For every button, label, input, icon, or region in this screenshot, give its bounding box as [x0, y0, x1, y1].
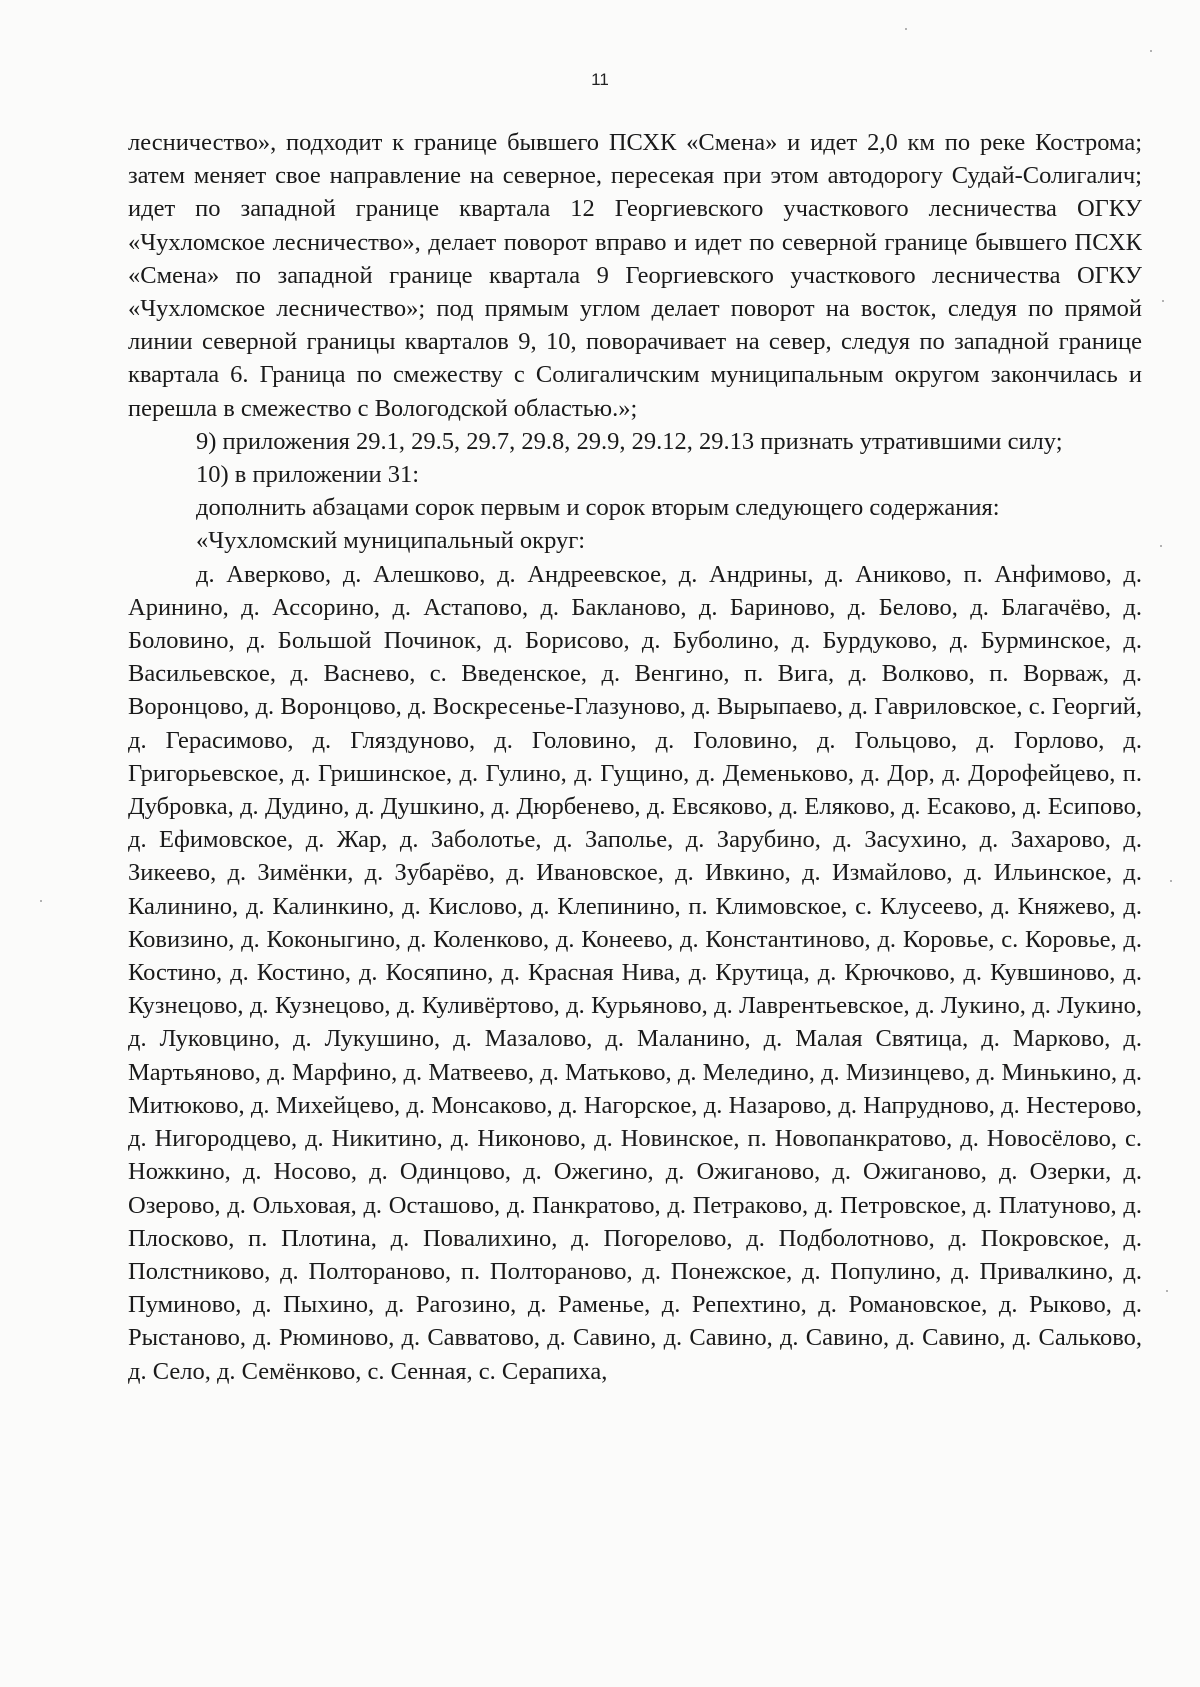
scan-speck — [1162, 300, 1164, 302]
item-9-paragraph: 9) приложения 29.1, 29.5, 29.7, 29.8, 29.9, 29.12, 29.13 признать утратившими силу; — [196, 427, 1063, 455]
district-heading-paragraph: «Чухломский муниципальный округ: — [196, 527, 586, 555]
page-number: 11 — [591, 70, 609, 89]
amendment-intro-paragraph: дополнить абзацами сорок первым и сорок вторым следующего содержания: — [196, 494, 1000, 522]
item-10-paragraph: 10) в приложении 31: — [196, 461, 420, 489]
document-body — [128, 126, 1142, 1388]
scan-speck — [1166, 1290, 1168, 1292]
scan-speck — [40, 900, 42, 902]
settlements-list-paragraph: д. Аверково, д. Алешково, д. Андреевское, д. Андрины, д. Аниково, п. Анфимово, д. Аринино, д. Ассорино, д. Астапово, д. Бакланово, д. Бариново, д. Белово, д. Благачёво, д. Боловино, д. Большой Починок, д. Борисово, д. Буболино, д. Бурдуково, д. Бурминское, д. Васильевское, д. Васнево, с. Введенское, д. Венгино, п. Вига, д. Волково, п. Ворваж, д. Воронцово, д. Воронцово, д. Воскресенье-Глазуново, д. Вырыпаево, д. Гавриловское, с. Георгий, д. Герасимово, д. Гляздуново, д. Головино, д. Головино, д. Гольцово, д. Горлово, д. Григорьевское, д. Гришинское, д. Гулино, д. Гущино, д. Деменьково, д. Дор, д. Дорофейцево, п. Дубровка, д. Дудино, д. Душкино, д. Дюрбенево, д. Евсяково, д. Еляково, д. Есаково, д. Есипово, д. Ефимовское, д. Жар, д. Заболотье, д. Заполье, д. Зарубино, д. Засухино, д. Захарово, д. Зикеево, д. Зимёнки, д. Зубарёво, д. Ивановское, д. Ивкино, д. Измайлово, д. Ильинское, д. Калинино, д. Калинкино, д. Кислово, д. Клепинино, п. Климовское, с. Клусеево, д. Княжево, д. Ковизино, д. Коконыгино, д. Коленково, д. Конеево, д. Константиново, д. Коровье, с. Коровье, д. Костино, д. Костино, д. Косяпино, д. Красная Нива, д. Крутица, д. Крючково, д. Кувшиново, д. Кузнецово, д. Кузнецово, д. Куливёртово, д. Курьяново, д. Лаврентьевское, д. Лукино, д. Лукино, д. Луковцино, д. Лукушино, д. Мазалово, д. Маланино, д. Малая Святица, д. Марково, д. Мартьяново, д. Марфино, д. Матвеево, д. Матьково, д. Меледино, д. Мизинцево, д. Минькино, д. Митюково, д. Михейцево, д. Монсаково, д. Нагорское, д. Назарово, д. Напрудново, д. Нестерово, д. Нигородцево, д. Никитино, д. Никоново, д. Новинское, п. Новопанкратово, д. Новосёлово, с. Ножкино, д. Носово, д. Одинцово, д. Ожегино, д. Ожиганово, д. Ожиганово, д. Озерки, д. Озерово, д. Ольховая, д. Осташово, д. Панкратово, д. Петраково, д. Петровское, д. Платуново, д. Плосково, п. Плотина, д. Повалихино, д. Погорелово, д. Подболотново, д. Покровское, д. Полстниково, д. Полтораново, п. Полтораново, д. Понежское, д. Популино, д. Привалкино, д. Пуминово, д. Пыхино, д. Рагозино, д. Раменье, д. Репехтино, д. Романовское, д. Рыково, д. Рыстаново, д. Рюминово, д. Савватово, д. Савино, д. Савино, д. Савино, д. Савино, д. Сальково, д. Село, д. Семёнково, с. Сенная, с. Серапиха, — [128, 560, 1142, 1385]
scan-speck — [905, 28, 907, 30]
scan-speck — [1160, 545, 1162, 547]
scan-speck — [1170, 880, 1172, 882]
boundary-description-paragraph: лесничество», подходит к границе бывшего ПСХК «Смена» и идет 2,0 км по реке Кострома; затем меняет свое направление на северное, пересекая при этом автодорогу Судай-Солигалич; идет по западной границе квартала 12 Георгиевского участкового лесничества ОГКУ «Чухломское лесничество», делает поворот вправо и идет по северной границе бывшего ПСХК «Смена» по западной границе квартала 9 Георгиевского участкового лесничества ОГКУ «Чухломское лесничество»; под прямым углом делает поворот на восток, следуя по прямой линии северной границы кварталов 9, 10, поворачивает на север, следуя по западной границе квартала 6. Граница по смежеству с Солигаличским муниципальным округом закончилась и перешла в смежество с Вологодской областью.»; — [128, 129, 1142, 422]
scan-speck — [1150, 50, 1152, 52]
